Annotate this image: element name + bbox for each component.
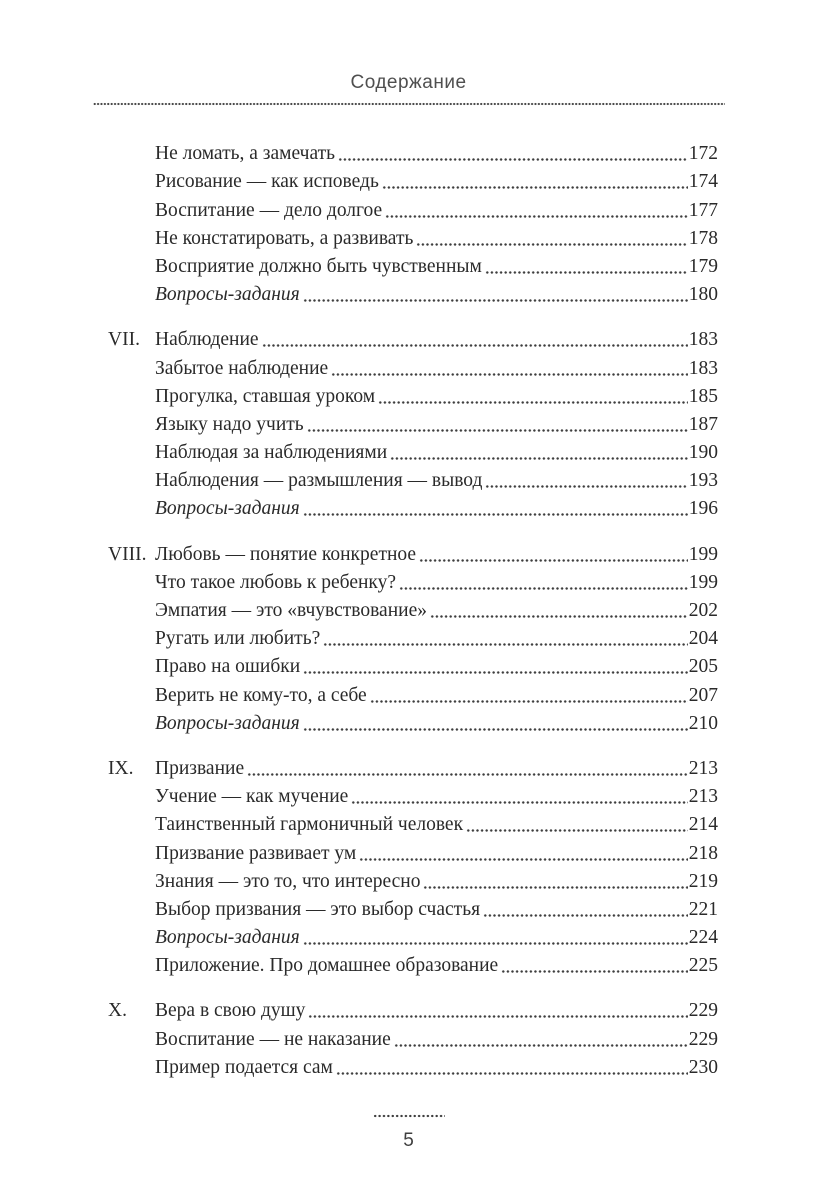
dot-leader	[303, 923, 688, 951]
contents-heading: Содержание	[350, 72, 467, 93]
entry-page-number: 221	[688, 898, 718, 920]
dot-leader	[382, 167, 688, 195]
page-number: 5	[403, 1130, 414, 1151]
entry-title: Учение — как мучение	[155, 786, 349, 808]
dot-leader	[390, 438, 688, 466]
entry-title: Вопросы-задания	[155, 712, 300, 734]
toc-row	[108, 923, 718, 951]
dot-leader	[485, 466, 687, 494]
entry-page-number: 199	[688, 543, 718, 565]
entry-title: Воспитание — дело долгое	[155, 199, 383, 221]
entry-title: Верить не кому-то, а себе	[155, 684, 367, 706]
toc-row	[108, 680, 718, 708]
toc-row	[108, 652, 718, 680]
toc-row	[108, 1024, 718, 1052]
entry-page-number: 205	[688, 656, 718, 678]
entry-page-number: 179	[688, 255, 718, 277]
section-numeral: IX.	[108, 757, 134, 779]
toc-row	[108, 325, 718, 353]
entry-title: Рисование — как исповедь	[155, 171, 379, 193]
dot-leader	[466, 810, 688, 838]
toc-row	[108, 224, 718, 252]
entry-page-number: 219	[688, 870, 718, 892]
entry-title: Эмпатия — это «вчувствование»	[155, 600, 427, 621]
entry-page-number: 218	[688, 842, 718, 864]
entry-title: Вера в свою душу	[155, 1000, 306, 1022]
entry-title: Наблюдая за наблюдениями	[155, 442, 388, 464]
section-numeral: VII.	[108, 329, 140, 351]
entry-title: Пример подается сам	[155, 1056, 333, 1078]
toc-row	[108, 754, 718, 782]
entry-page-number: 213	[688, 786, 718, 808]
toc-row	[108, 838, 718, 866]
footer-dotted-rule	[373, 1114, 445, 1118]
entry-title: Не констатировать, а развивать	[155, 227, 414, 249]
entry-title: Языку надо учить	[155, 413, 304, 435]
toc-row	[108, 867, 718, 895]
toc-row	[108, 494, 718, 522]
dot-leader	[262, 325, 688, 353]
entry-title: Призвание	[155, 757, 245, 779]
dot-leader	[416, 224, 687, 252]
dot-leader	[307, 410, 688, 438]
dot-leader	[351, 782, 687, 810]
entry-page-number: 174	[688, 171, 718, 193]
entry-page-number: 202	[688, 600, 718, 621]
dot-leader	[308, 996, 687, 1024]
section-numeral: X.	[108, 1000, 127, 1022]
dot-leader	[485, 252, 688, 280]
entry-title: Наблюдения — размышления — вывод	[155, 470, 483, 492]
dot-leader	[394, 1024, 688, 1052]
entry-page-number: 229	[688, 1028, 718, 1050]
toc-section	[108, 139, 718, 308]
entry-title: Не ломать, а замечать	[155, 143, 336, 165]
dot-leader	[303, 494, 688, 522]
header-dotted-rule	[93, 102, 725, 106]
toc-row	[108, 139, 718, 167]
entry-page-number: 180	[688, 284, 718, 306]
toc-section	[108, 539, 718, 736]
dot-leader	[303, 280, 688, 308]
entry-page-number: 213	[688, 757, 718, 779]
entry-title: Ругать или любить?	[155, 628, 321, 650]
entry-title: Таинственный гармоничный человек	[155, 814, 464, 836]
dot-leader	[501, 951, 688, 979]
entry-page-number: 230	[688, 1056, 718, 1078]
toc-row	[108, 810, 718, 838]
dot-leader	[370, 680, 688, 708]
entry-page-number: 183	[688, 329, 718, 351]
toc-row	[108, 410, 718, 438]
dot-leader	[378, 382, 688, 410]
toc-row	[108, 951, 718, 979]
entry-title: Вопросы-задания	[155, 284, 300, 306]
entry-page-number: 193	[688, 470, 718, 492]
entry-title: Знания — это то, что интересно	[155, 870, 421, 892]
dot-leader	[419, 539, 688, 567]
entry-page-number: 178	[688, 227, 718, 249]
dot-leader	[423, 867, 687, 895]
entry-page-number: 196	[688, 498, 718, 520]
toc-row	[108, 596, 718, 624]
toc-row	[108, 1053, 718, 1081]
dot-leader	[385, 195, 688, 223]
toc-row	[108, 353, 718, 381]
toc-section	[108, 325, 718, 522]
toc-row	[108, 382, 718, 410]
entry-title: Право на ошибки	[155, 656, 301, 678]
entry-page-number: 207	[688, 684, 718, 706]
entry-title: Вопросы-задания	[155, 927, 300, 949]
entry-page-number: 225	[688, 955, 718, 977]
dot-leader	[430, 596, 688, 624]
dot-leader	[336, 1053, 688, 1081]
dot-leader	[331, 353, 688, 381]
dot-leader	[359, 838, 688, 866]
toc-row	[108, 280, 718, 308]
entry-title: Выбор призвания — это выбор счастья	[155, 898, 481, 920]
toc-row	[108, 895, 718, 923]
entry-title: Восприятие должно быть чувственным	[155, 255, 482, 277]
toc-section	[108, 996, 718, 1081]
entry-page-number: 199	[688, 571, 718, 593]
dot-leader	[323, 624, 688, 652]
page-footer	[0, 1114, 817, 1152]
dot-leader	[483, 895, 688, 923]
section-numeral: VIII.	[108, 543, 147, 565]
dot-leader	[303, 709, 688, 737]
entry-page-number: 185	[688, 385, 718, 407]
dot-leader	[399, 568, 688, 596]
dot-leader	[303, 652, 688, 680]
entry-title: Любовь — понятие конкретное	[155, 543, 417, 565]
toc-row	[108, 568, 718, 596]
entry-title: Забытое наблюдение	[155, 357, 329, 379]
toc-row	[108, 996, 718, 1024]
dot-leader	[338, 139, 688, 167]
toc-section	[108, 754, 718, 980]
toc-row	[108, 438, 718, 466]
toc-row	[108, 252, 718, 280]
entry-title: Наблюдение	[155, 329, 259, 351]
entry-page-number: 210	[688, 712, 718, 734]
entry-page-number: 172	[688, 143, 718, 165]
entry-title: Что такое любовь к ребенку?	[155, 571, 397, 593]
toc-row	[108, 466, 718, 494]
entry-page-number: 190	[688, 442, 718, 464]
toc-row	[108, 167, 718, 195]
toc-row	[108, 782, 718, 810]
entry-page-number: 177	[688, 199, 718, 221]
toc-row	[108, 195, 718, 223]
entry-title: Приложение. Про домашнее образование	[155, 955, 499, 977]
toc-row	[108, 624, 718, 652]
entry-page-number: 224	[688, 927, 718, 949]
entry-page-number: 183	[688, 357, 718, 379]
table-of-contents	[0, 139, 817, 1081]
toc-row	[108, 539, 718, 567]
entry-title: Прогулка, ставшая уроком	[155, 385, 376, 407]
entry-title: Призвание развивает ум	[155, 842, 357, 864]
dot-leader	[247, 754, 688, 782]
entry-page-number: 187	[688, 413, 718, 435]
entry-page-number: 214	[688, 814, 718, 836]
toc-row	[108, 709, 718, 737]
entry-page-number: 204	[688, 628, 718, 650]
entry-title: Воспитание — не наказание	[155, 1028, 391, 1050]
entry-title: Вопросы-задания	[155, 498, 300, 520]
entry-page-number: 229	[688, 1000, 718, 1022]
